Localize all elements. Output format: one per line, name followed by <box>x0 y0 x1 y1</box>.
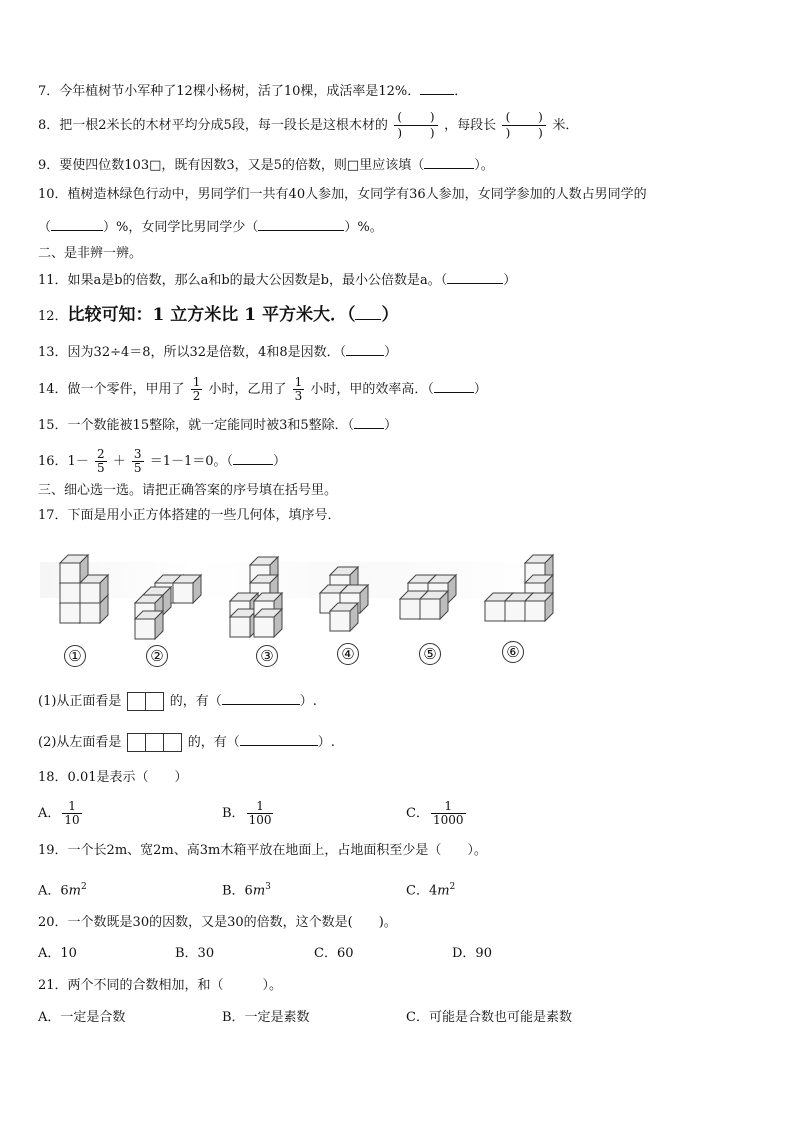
question-8: 8．把一根2米长的木材平均分成5段，每一段长是这根木材的 ( ) ) ) ，每段长 ( ) ) ) 米． <box>38 110 579 140</box>
question-7: 7．今年植树节小军种了12棵小杨树，活了10棵，成活率是12%． ． <box>38 80 467 102</box>
question-10-line-2: （ ）%，女同学比男同学少（ ）%。 <box>38 216 383 238</box>
two-square-view-icon <box>128 692 164 711</box>
section-3-heading: 三、细心选一选。请把正确答案的序号填在括号里。 <box>38 483 338 498</box>
answer-blank-2[interactable] <box>258 216 344 231</box>
option-c[interactable]: C． $\frac{1}{1000}$ <box>406 799 464 827</box>
question-19: 19．一个长2m、宽2m、高3m木箱平放在地面上，占地面积至少是（ ）。 <box>38 843 487 858</box>
option-a[interactable]: A．$6m^2$ <box>38 882 87 899</box>
fraction: $\frac{1}{2}$ <box>192 375 201 403</box>
figure-1 <box>60 555 108 623</box>
fraction-answer-blank-2[interactable]: ( ) ) ) <box>502 110 546 141</box>
answer-blank[interactable] <box>240 731 318 746</box>
figure-label-2: ② <box>146 645 168 667</box>
question-21: 21．两个不同的合数相加，和（ ）。 <box>38 978 283 993</box>
question-16: 16．1－ $\frac{2}{5}$ ＋ $\frac{3}{5}$ ＝1－1＝0。（ ） <box>38 447 287 475</box>
fraction-answer-blank[interactable]: ( ) ) ) <box>394 110 438 141</box>
question-7-text: 7．今年植树节小军种了12棵小杨树，活了10棵，成活率是12%． <box>38 84 421 99</box>
question-12: 12．比较可知：1 立方米比 1 平方米大．（ ） <box>38 305 399 325</box>
cube-figures <box>40 545 580 645</box>
question-13: 13．因为32÷4＝8，所以32是倍数，4和8是因数．（ ） <box>38 341 397 363</box>
answer-blank[interactable] <box>447 269 503 284</box>
option-a[interactable]: A．一定是合数 <box>38 1010 126 1025</box>
section-2-heading: 二、是非辨一辨。 <box>38 246 143 261</box>
option-a[interactable]: A．10 <box>38 946 77 961</box>
option-b[interactable]: B．一定是素数 <box>222 1010 310 1025</box>
fraction: $\frac{2}{5}$ <box>96 447 105 475</box>
answer-blank[interactable] <box>346 341 384 356</box>
answer-blank[interactable] <box>222 690 300 705</box>
option-b[interactable]: B．$6m^3$ <box>222 882 271 899</box>
three-square-view-icon <box>128 733 182 752</box>
option-d[interactable]: D．90 <box>452 946 492 961</box>
question-11: 11．如果a是b的倍数，那么a和b的最大公因数是b，最小公倍数是a。（ ） <box>38 269 516 291</box>
question-9: 9．要使四位数103□，既有因数3，又是5的倍数，则□里应该填（ ）。 <box>38 154 494 176</box>
fraction: $\frac{1}{3}$ <box>294 375 303 403</box>
figure-3 <box>230 557 282 637</box>
option-b[interactable]: B． $\frac{1}{100}$ <box>222 799 272 827</box>
question-18: 18．0.01是表示（ ） <box>38 770 188 785</box>
figure-4 <box>320 567 368 631</box>
figure-6 <box>485 555 553 621</box>
figure-label-6: ⑥ <box>502 641 524 663</box>
option-c[interactable]: C．可能是合数也可能是素数 <box>406 1010 572 1025</box>
question-20: 20．一个数既是30的因数，又是30的倍数，这个数是( )。 <box>38 915 397 930</box>
figure-label-5: ⑤ <box>419 643 441 665</box>
figure-label-1: ① <box>64 645 86 667</box>
question-15: 15．一个数能被15整除，就一定能同时被3和5整除．（ ） <box>38 414 397 436</box>
question-14: 14．做一个零件，甲用了 $\frac{1}{2}$ 小时，乙用了 $\frac{1}{3}$ 小时，甲的效率高．（ ） <box>38 375 487 403</box>
fraction: $\frac{3}{5}$ <box>133 447 142 475</box>
figure-2 <box>135 575 201 639</box>
figure-label-3: ③ <box>256 645 278 667</box>
question-10: 10．植树造林绿色行动中，男同学们一共有40人参加，女同学有36人参加，女同学参加的人数占男同学的 <box>38 187 647 202</box>
answer-blank[interactable] <box>51 216 103 231</box>
question-17-part-1: (1)从正面看是 的，有（ ）. <box>38 690 317 712</box>
answer-blank[interactable] <box>420 80 454 95</box>
figure-label-4: ④ <box>337 643 359 665</box>
question-17: 17．下面是用小正方体搭建的一些几何体，填序号． <box>38 508 341 523</box>
option-b[interactable]: B．30 <box>175 946 215 961</box>
option-c[interactable]: C．$4m^2$ <box>406 882 456 899</box>
answer-blank[interactable] <box>434 378 474 393</box>
answer-blank[interactable] <box>233 450 273 465</box>
question-17-part-2: (2)从左面看是 的，有（ ）. <box>38 731 335 753</box>
answer-blank[interactable] <box>354 414 384 429</box>
option-a[interactable]: A． $\frac{1}{10}$ <box>38 799 80 827</box>
figure-5 <box>400 575 456 619</box>
option-c[interactable]: C．60 <box>314 946 354 961</box>
answer-blank[interactable] <box>355 305 381 320</box>
answer-blank[interactable] <box>424 154 474 169</box>
